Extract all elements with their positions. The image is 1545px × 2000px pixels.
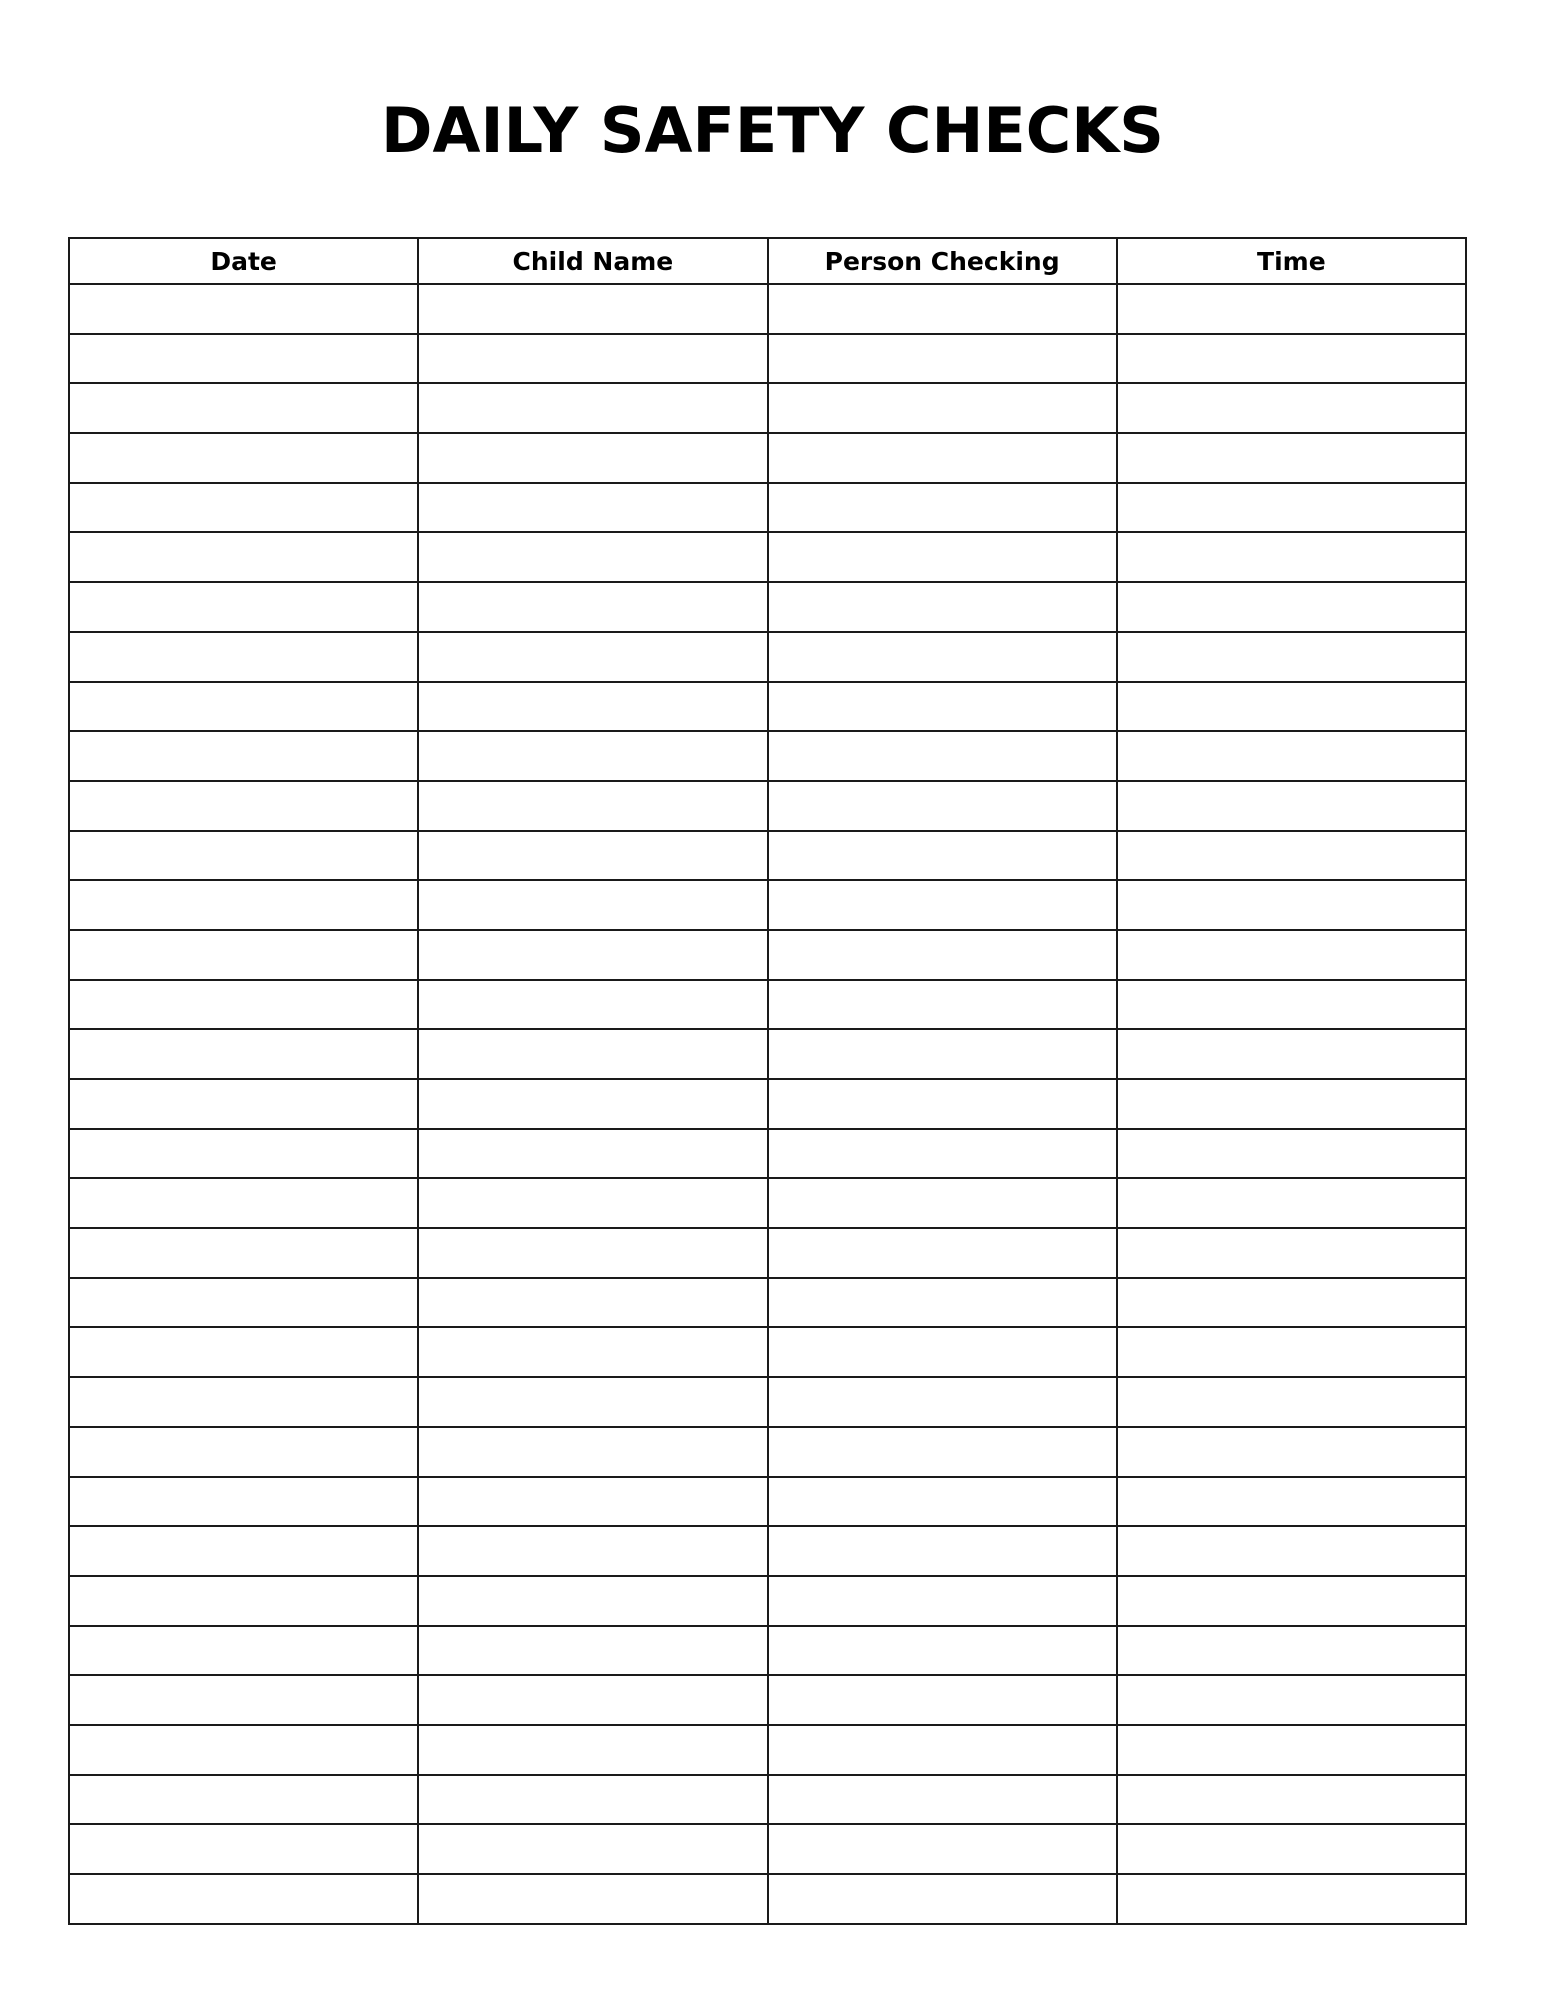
- cell-child-name[interactable]: [418, 532, 767, 582]
- cell-time[interactable]: [1117, 1725, 1466, 1775]
- cell-time[interactable]: [1117, 582, 1466, 632]
- cell-date[interactable]: [69, 1675, 418, 1725]
- table-row: [69, 1526, 1466, 1576]
- cell-time[interactable]: [1117, 1178, 1466, 1228]
- cell-date[interactable]: [69, 1725, 418, 1775]
- table-row: [69, 1427, 1466, 1477]
- cell-time[interactable]: [1117, 1029, 1466, 1079]
- cell-child-name[interactable]: [418, 1129, 767, 1179]
- cell-child-name[interactable]: [418, 1377, 767, 1427]
- cell-date[interactable]: [69, 1228, 418, 1278]
- table-row: [69, 334, 1466, 384]
- table-row: [69, 930, 1466, 980]
- cell-time[interactable]: [1117, 1824, 1466, 1874]
- cell-person-checking[interactable]: [768, 334, 1117, 384]
- cell-date[interactable]: [69, 980, 418, 1030]
- cell-date[interactable]: [69, 1377, 418, 1427]
- cell-date[interactable]: [69, 284, 418, 334]
- cell-person-checking[interactable]: [768, 1775, 1117, 1825]
- cell-person-checking[interactable]: [768, 1675, 1117, 1725]
- cell-date[interactable]: [69, 781, 418, 831]
- cell-person-checking[interactable]: [768, 383, 1117, 433]
- cell-time[interactable]: [1117, 483, 1466, 533]
- cell-date[interactable]: [69, 1427, 418, 1477]
- cell-date[interactable]: [69, 1874, 418, 1924]
- column-header-date: Date: [69, 238, 418, 284]
- table-row: [69, 1775, 1466, 1825]
- cell-person-checking[interactable]: [768, 1129, 1117, 1179]
- cell-person-checking[interactable]: [768, 582, 1117, 632]
- cell-child-name[interactable]: [418, 1526, 767, 1576]
- cell-child-name[interactable]: [418, 1327, 767, 1377]
- cell-person-checking[interactable]: [768, 1626, 1117, 1676]
- cell-person-checking[interactable]: [768, 731, 1117, 781]
- table-row: [69, 682, 1466, 732]
- cell-time[interactable]: [1117, 781, 1466, 831]
- cell-date[interactable]: [69, 1576, 418, 1626]
- cell-time[interactable]: [1117, 433, 1466, 483]
- cell-child-name[interactable]: [418, 682, 767, 732]
- cell-time[interactable]: [1117, 1228, 1466, 1278]
- table-row: [69, 433, 1466, 483]
- cell-time[interactable]: [1117, 930, 1466, 980]
- cell-date[interactable]: [69, 483, 418, 533]
- cell-child-name[interactable]: [418, 1626, 767, 1676]
- cell-person-checking[interactable]: [768, 1874, 1117, 1924]
- cell-date[interactable]: [69, 1278, 418, 1328]
- cell-date[interactable]: [69, 682, 418, 732]
- cell-child-name[interactable]: [418, 1278, 767, 1328]
- cell-person-checking[interactable]: [768, 1178, 1117, 1228]
- cell-time[interactable]: [1117, 1129, 1466, 1179]
- cell-time[interactable]: [1117, 1278, 1466, 1328]
- cell-child-name[interactable]: [418, 1427, 767, 1477]
- cell-date[interactable]: [69, 433, 418, 483]
- cell-child-name[interactable]: [418, 1824, 767, 1874]
- cell-time[interactable]: [1117, 632, 1466, 682]
- cell-date[interactable]: [69, 1079, 418, 1129]
- header-row: [69, 238, 1466, 284]
- table-row: [69, 632, 1466, 682]
- cell-date[interactable]: [69, 1626, 418, 1676]
- cell-person-checking[interactable]: [768, 1824, 1117, 1874]
- table-row: [69, 1377, 1466, 1427]
- cell-person-checking[interactable]: [768, 781, 1117, 831]
- table-row: [69, 1129, 1466, 1179]
- cell-time[interactable]: [1117, 831, 1466, 881]
- cell-time[interactable]: [1117, 334, 1466, 384]
- page-title: DAILY SAFETY CHECKS: [381, 94, 1164, 167]
- cell-time[interactable]: [1117, 731, 1466, 781]
- cell-time[interactable]: [1117, 1477, 1466, 1527]
- cell-time[interactable]: [1117, 1576, 1466, 1626]
- cell-time[interactable]: [1117, 880, 1466, 930]
- table-row: [69, 1576, 1466, 1626]
- cell-date[interactable]: [69, 880, 418, 930]
- cell-date[interactable]: [69, 582, 418, 632]
- table-row: [69, 1079, 1466, 1129]
- cell-child-name[interactable]: [418, 483, 767, 533]
- cell-person-checking[interactable]: [768, 1278, 1117, 1328]
- table-row: [69, 582, 1466, 632]
- cell-child-name[interactable]: [418, 433, 767, 483]
- cell-child-name[interactable]: [418, 1477, 767, 1527]
- cell-person-checking[interactable]: [768, 1327, 1117, 1377]
- cell-date[interactable]: [69, 930, 418, 980]
- table-row: [69, 1327, 1466, 1377]
- cell-time[interactable]: [1117, 1626, 1466, 1676]
- cell-child-name[interactable]: [418, 930, 767, 980]
- cell-date[interactable]: [69, 334, 418, 384]
- cell-person-checking[interactable]: [768, 831, 1117, 881]
- cell-child-name[interactable]: [418, 1029, 767, 1079]
- table-row: [69, 831, 1466, 881]
- cell-time[interactable]: [1117, 383, 1466, 433]
- table-row: [69, 880, 1466, 930]
- cell-time[interactable]: [1117, 1079, 1466, 1129]
- cell-child-name[interactable]: [418, 383, 767, 433]
- cell-child-name[interactable]: [418, 284, 767, 334]
- cell-date[interactable]: [69, 383, 418, 433]
- table-body: [69, 284, 1466, 1924]
- table-row: [69, 1824, 1466, 1874]
- cell-child-name[interactable]: [418, 1079, 767, 1129]
- table-row: [69, 532, 1466, 582]
- cell-date[interactable]: [69, 1129, 418, 1179]
- cell-person-checking[interactable]: [768, 980, 1117, 1030]
- cell-person-checking[interactable]: [768, 532, 1117, 582]
- cell-date[interactable]: [69, 632, 418, 682]
- cell-child-name[interactable]: [418, 1675, 767, 1725]
- cell-child-name[interactable]: [418, 781, 767, 831]
- table-row: [69, 731, 1466, 781]
- table-row: [69, 1278, 1466, 1328]
- cell-child-name[interactable]: [418, 1775, 767, 1825]
- cell-time[interactable]: [1117, 1874, 1466, 1924]
- table-row: [69, 1725, 1466, 1775]
- cell-time[interactable]: [1117, 1775, 1466, 1825]
- cell-child-name[interactable]: [418, 1874, 767, 1924]
- cell-date[interactable]: [69, 532, 418, 582]
- table-row: [69, 1874, 1466, 1924]
- cell-date[interactable]: [69, 1178, 418, 1228]
- cell-person-checking[interactable]: [768, 1526, 1117, 1576]
- cell-person-checking[interactable]: [768, 1427, 1117, 1477]
- cell-child-name[interactable]: [418, 1228, 767, 1278]
- cell-date[interactable]: [69, 1029, 418, 1079]
- cell-person-checking[interactable]: [768, 880, 1117, 930]
- cell-time[interactable]: [1117, 1675, 1466, 1725]
- cell-time[interactable]: [1117, 1427, 1466, 1477]
- cell-date[interactable]: [69, 1775, 418, 1825]
- cell-person-checking[interactable]: [768, 284, 1117, 334]
- table-row: [69, 1626, 1466, 1676]
- cell-person-checking[interactable]: [768, 1029, 1117, 1079]
- table-header: [69, 238, 1466, 284]
- cell-time[interactable]: [1117, 682, 1466, 732]
- cell-date[interactable]: [69, 1477, 418, 1527]
- cell-child-name[interactable]: [418, 632, 767, 682]
- table-row: [69, 1228, 1466, 1278]
- column-header-time: Time: [1117, 238, 1466, 284]
- table-row: [69, 483, 1466, 533]
- cell-time[interactable]: [1117, 532, 1466, 582]
- cell-child-name[interactable]: [418, 334, 767, 384]
- cell-time[interactable]: [1117, 1377, 1466, 1427]
- cell-child-name[interactable]: [418, 731, 767, 781]
- table-row: [69, 980, 1466, 1030]
- cell-person-checking[interactable]: [768, 1725, 1117, 1775]
- cell-person-checking[interactable]: [768, 930, 1117, 980]
- cell-child-name[interactable]: [418, 980, 767, 1030]
- cell-time[interactable]: [1117, 1327, 1466, 1377]
- table-row: [69, 1477, 1466, 1527]
- cell-time[interactable]: [1117, 1526, 1466, 1576]
- table-row: [69, 284, 1466, 334]
- table-row: [69, 383, 1466, 433]
- table-row: [69, 1675, 1466, 1725]
- cell-date[interactable]: [69, 831, 418, 881]
- cell-date[interactable]: [69, 1526, 418, 1576]
- cell-child-name[interactable]: [418, 880, 767, 930]
- cell-child-name[interactable]: [418, 582, 767, 632]
- cell-person-checking[interactable]: [768, 1576, 1117, 1626]
- cell-person-checking[interactable]: [768, 433, 1117, 483]
- cell-person-checking[interactable]: [768, 1377, 1117, 1427]
- cell-date[interactable]: [69, 1824, 418, 1874]
- cell-person-checking[interactable]: [768, 483, 1117, 533]
- column-header-child-name: Child Name: [418, 238, 767, 284]
- table-row: [69, 1178, 1466, 1228]
- cell-child-name[interactable]: [418, 1178, 767, 1228]
- safety-check-log-table: [68, 237, 1467, 1925]
- cell-person-checking[interactable]: [768, 682, 1117, 732]
- cell-person-checking[interactable]: [768, 1079, 1117, 1129]
- column-header-person-checking: Person Checking: [768, 238, 1117, 284]
- cell-date[interactable]: [69, 1327, 418, 1377]
- cell-time[interactable]: [1117, 284, 1466, 334]
- table-row: [69, 781, 1466, 831]
- cell-person-checking[interactable]: [768, 632, 1117, 682]
- table-row: [69, 1029, 1466, 1079]
- cell-person-checking[interactable]: [768, 1228, 1117, 1278]
- cell-child-name[interactable]: [418, 831, 767, 881]
- cell-child-name[interactable]: [418, 1725, 767, 1775]
- cell-person-checking[interactable]: [768, 1477, 1117, 1527]
- cell-date[interactable]: [69, 731, 418, 781]
- cell-time[interactable]: [1117, 980, 1466, 1030]
- cell-child-name[interactable]: [418, 1576, 767, 1626]
